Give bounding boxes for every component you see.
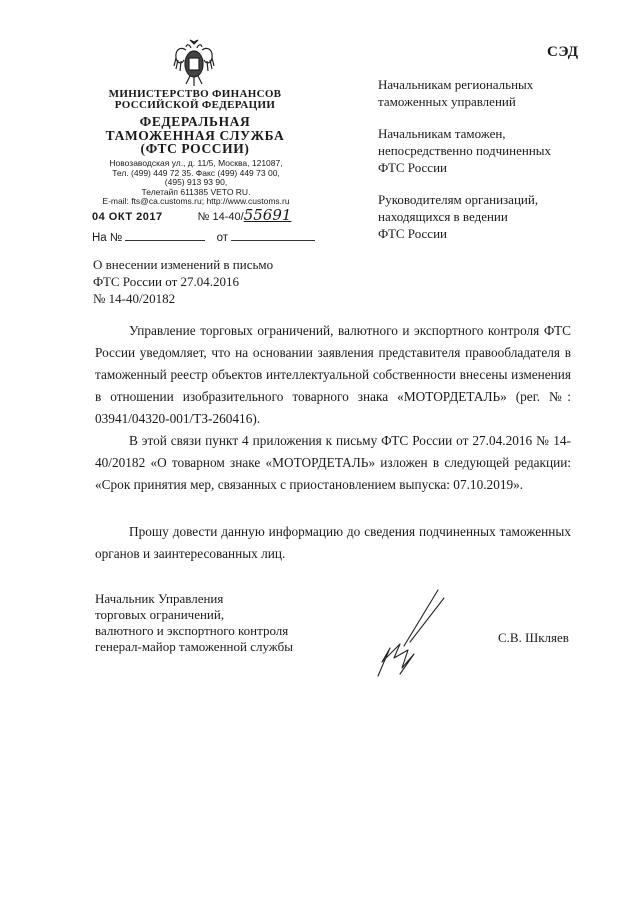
recipient-line: Начальникам таможен, bbox=[378, 126, 506, 141]
subject-line: О внесении изменений в письмо bbox=[93, 257, 274, 272]
recipient-line: Начальникам региональных bbox=[378, 77, 534, 92]
position-line: генерал-майор таможенной службы bbox=[95, 639, 293, 654]
handwritten-signature bbox=[360, 584, 450, 684]
letter-subject bbox=[93, 256, 333, 307]
position-line: валютного и экспортного контроля bbox=[95, 623, 289, 638]
ministry-line: РОССИЙСКОЙ ФЕДЕРАЦИИ bbox=[114, 99, 276, 111]
service-name bbox=[90, 115, 300, 156]
document-stamp: СЭД bbox=[547, 44, 579, 60]
recipient-line: Руководителям организаций, bbox=[378, 192, 539, 207]
registration-number-handwritten: 55691 bbox=[243, 206, 292, 224]
registration-line bbox=[92, 206, 291, 224]
from-date-blank bbox=[231, 229, 315, 241]
position-line: торговых ограничений, bbox=[95, 607, 225, 622]
contact-line: Телетайп 611385 VETO RU. bbox=[141, 186, 251, 197]
reference-line bbox=[92, 229, 315, 244]
recipient-group bbox=[378, 191, 608, 242]
signatory-position bbox=[95, 591, 335, 655]
body-paragraph-2: В этой связи пункт 4 приложения к письму ФТС России от 27.04.2016 № 14-40/20182 «О товарном знаке «МОТОРДЕТАЛЬ» изложен в следующей редакции: «Срок принятия мер, связанных с приостановлением выпуска: 07.10.2019». bbox=[95, 433, 571, 492]
contact-line: Тел. (499) 449 72 35. Факс (499) 449 73 00, bbox=[112, 167, 280, 178]
ministry-line: МИНИСТЕРСТВО ФИНАНСОВ bbox=[108, 88, 282, 100]
signatory-name: С.В. Шкляев bbox=[498, 630, 569, 645]
subject-line: № 14-40/20182 bbox=[93, 291, 176, 306]
coat-of-arms-emblem bbox=[172, 38, 216, 88]
registration-date: 04 ОКТ 2017 bbox=[92, 211, 163, 223]
service-line: (ФТС РОССИИ) bbox=[140, 141, 250, 156]
from-label: от bbox=[216, 232, 229, 244]
contact-line: Новозаводская ул., д. 11/5, Москва, 121087, bbox=[109, 158, 283, 168]
service-line: ТАМОЖЕННАЯ СЛУЖБА bbox=[105, 127, 285, 143]
recipient-line: находящихся в ведении bbox=[378, 209, 508, 224]
contact-line: (495) 913 93 90, bbox=[164, 177, 228, 188]
subject-line: ФТС России от 27.04.2016 bbox=[93, 274, 240, 289]
ministry-name bbox=[90, 89, 300, 111]
recipient-line: непосредственно подчиненных bbox=[378, 143, 552, 158]
on-number-label: На № bbox=[92, 232, 123, 244]
body-paragraph-3: Прошу довести данную информацию до сведения подчиненных таможенных органов и заинтересованных лиц. bbox=[95, 524, 571, 561]
recipient-line: ФТС России bbox=[378, 226, 447, 241]
position-line: Начальник Управления bbox=[95, 591, 224, 606]
contact-line: E-mail: fts@ca.customs.ru; http://www.customs.ru bbox=[102, 196, 290, 207]
registration-number-prefix: № 14-40/ bbox=[197, 211, 244, 223]
recipient-group bbox=[378, 125, 608, 176]
contact-block bbox=[94, 159, 298, 207]
recipient-group bbox=[378, 76, 608, 110]
recipient-line: таможенных управлений bbox=[378, 94, 516, 109]
recipient-line: ФТС России bbox=[378, 160, 447, 175]
service-line: ФЕДЕРАЛЬНАЯ bbox=[139, 114, 251, 129]
on-number-blank bbox=[125, 229, 205, 241]
body-paragraph-1: Управление торговых ограничений, валютного и экспортного контроля ФТС России уведомляет, что на основании заявления представителя правообладателя в таможенный реестр объектов интеллектуальной собственности внесены изменения в отношении изобразительного товарного знака «МОТОРДЕТАЛЬ» (рег. №: 03941/04320-001/ТЗ-260416). bbox=[95, 323, 571, 426]
